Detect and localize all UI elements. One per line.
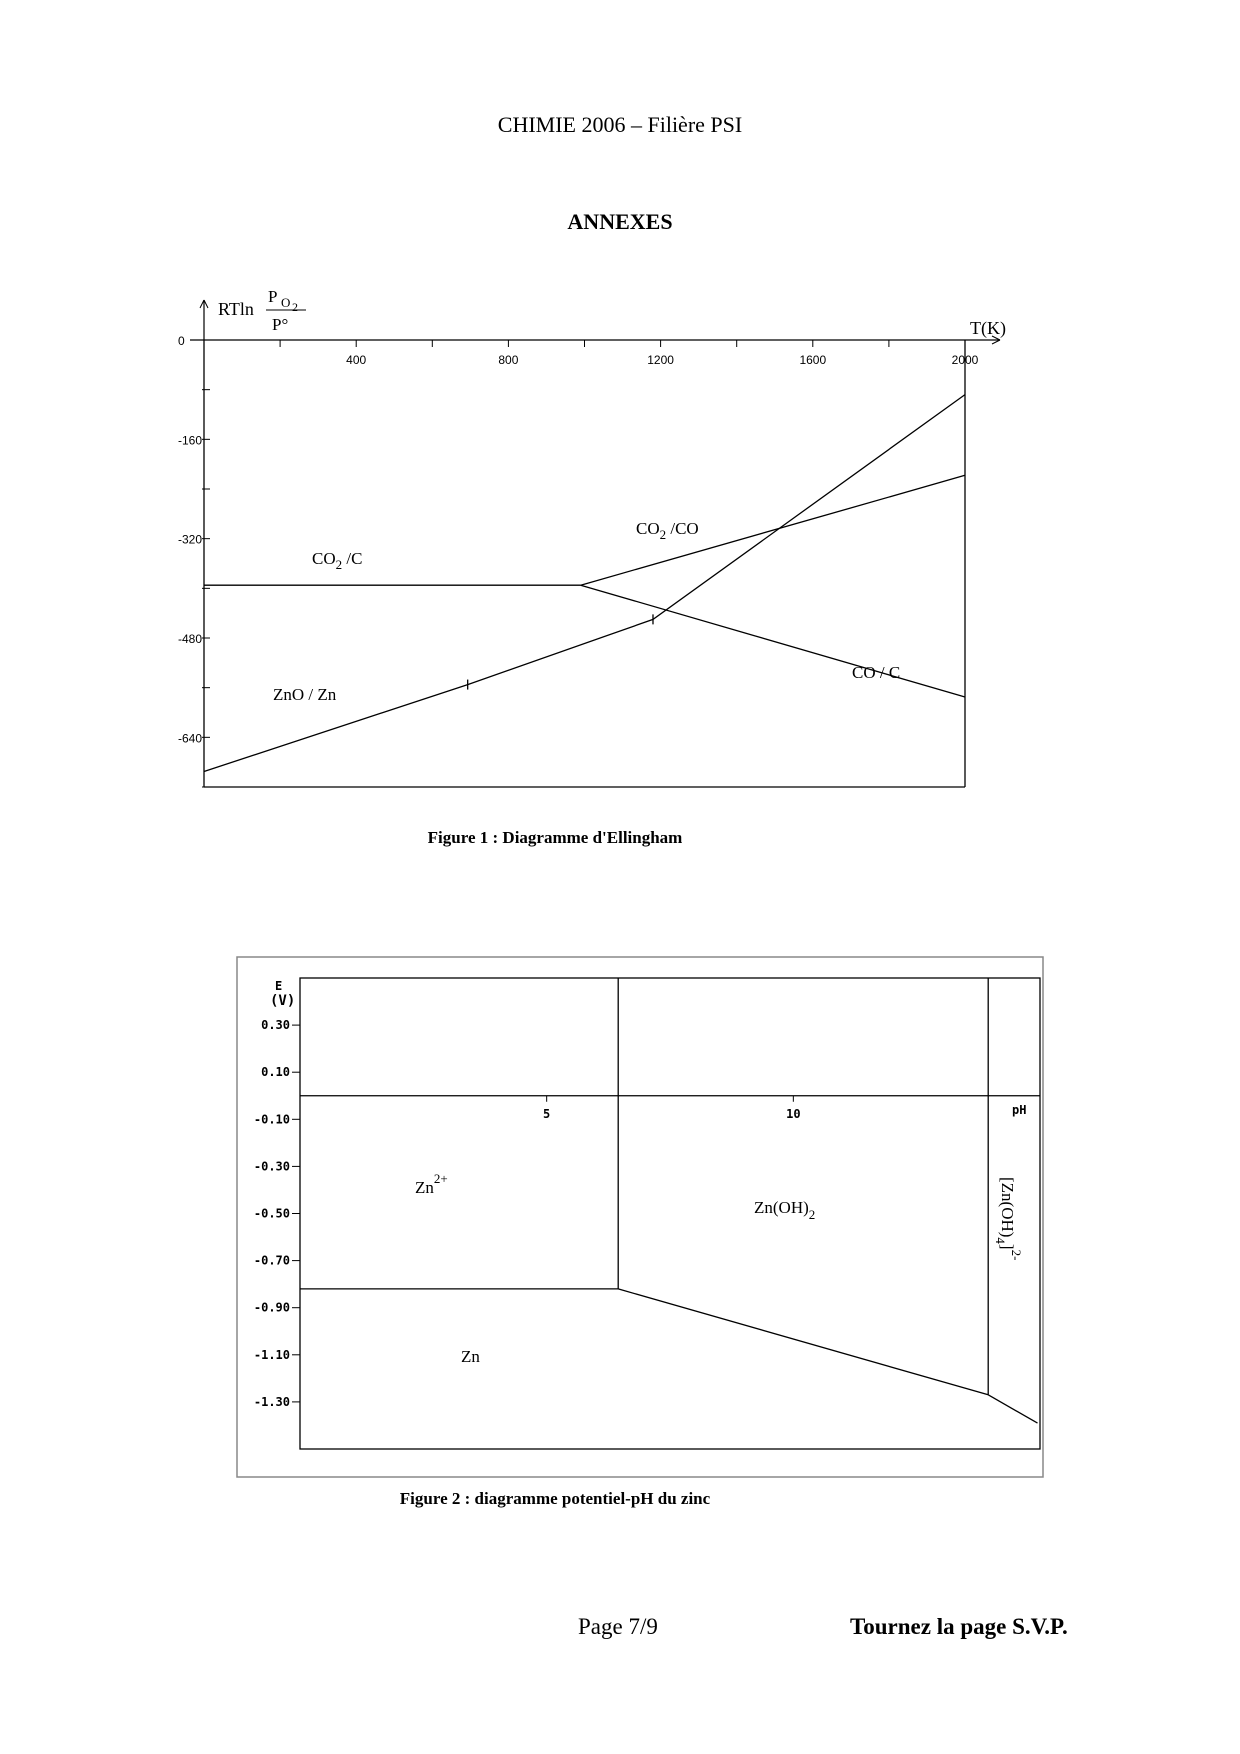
y-tick-label: -640 — [178, 731, 203, 746]
y-tick-label: -320 — [178, 532, 203, 547]
x-tick-label: 400 — [346, 353, 367, 367]
y-tick-label: -0.90 — [253, 1300, 290, 1315]
y-tick-label: 0 — [178, 334, 185, 348]
y-axis-label-num-sub: O — [281, 295, 291, 310]
label-zn2: $Zn^{2+}$ — [415, 1171, 448, 1197]
x-axis-label: pH — [1012, 1103, 1027, 1117]
ellingham-plot-area — [178, 287, 1006, 787]
y-tick-label: -0.30 — [253, 1159, 290, 1174]
boundary-line-2 — [988, 1395, 1037, 1423]
label-znoh4: $[Zn(OH)_4]^{2-}$ — [993, 1177, 1024, 1261]
x-tick-label: 10 — [786, 1106, 801, 1121]
y-tick-label: -1.10 — [253, 1347, 290, 1362]
y-axis-label-e: E — [275, 979, 283, 993]
y-axis-label-num-subsub: 2 — [292, 300, 298, 314]
pourbaix-plot-area — [237, 957, 1043, 1477]
figure1-caption: Figure 1 : Diagramme d'Ellingham — [427, 828, 683, 847]
boundary-line-1 — [618, 1289, 988, 1395]
label-zno-zn: ZnO / Zn — [273, 685, 337, 704]
label-zn: Zn — [461, 1347, 480, 1366]
y-axis-label-num: P — [268, 287, 278, 306]
label-co2-c: $CO_2$ /C — [312, 549, 363, 572]
series-line-2 — [581, 585, 965, 697]
x-tick-label: 5 — [543, 1106, 551, 1121]
y-axis-label-prefix: RTln — [218, 299, 254, 319]
x-axis-label: T(K) — [970, 318, 1006, 338]
y-tick-label: 0.10 — [261, 1065, 290, 1080]
x-tick-label: 1600 — [799, 353, 827, 367]
y-axis-label-den: P° — [272, 315, 289, 334]
y-axis-label-v: (V) — [270, 993, 296, 1009]
y-tick-label: -0.50 — [253, 1206, 290, 1221]
x-tick-label: 2000 — [951, 353, 979, 367]
y-tick-label: -0.70 — [253, 1253, 290, 1268]
page-header: CHIMIE 2006 – Filière PSI — [497, 112, 743, 137]
turn-page-note: Tournez la page S.V.P. — [850, 1614, 1068, 1639]
series-line-3 — [204, 395, 965, 772]
x-tick-label: 1200 — [647, 353, 674, 367]
page-number: Page 7/9 — [578, 1614, 658, 1639]
section-title: ANNEXES — [567, 209, 673, 234]
y-tick-label: -1.30 — [253, 1394, 290, 1409]
x-tick-label: 800 — [498, 353, 519, 367]
label-co2-co: $CO_2$ /CO — [636, 519, 699, 542]
label-znoh2: $Zn(OH)_2$ — [754, 1198, 816, 1222]
y-tick-label: -160 — [178, 433, 203, 448]
figure2-caption: Figure 2 : diagramme potentiel-pH du zinc — [399, 1489, 711, 1508]
label-co-c: CO / C — [852, 663, 901, 682]
y-tick-label: -0.10 — [253, 1112, 290, 1127]
figure2-frame — [237, 957, 1043, 1477]
y-tick-label: 0.30 — [261, 1018, 290, 1033]
y-tick-label: -480 — [178, 632, 203, 646]
